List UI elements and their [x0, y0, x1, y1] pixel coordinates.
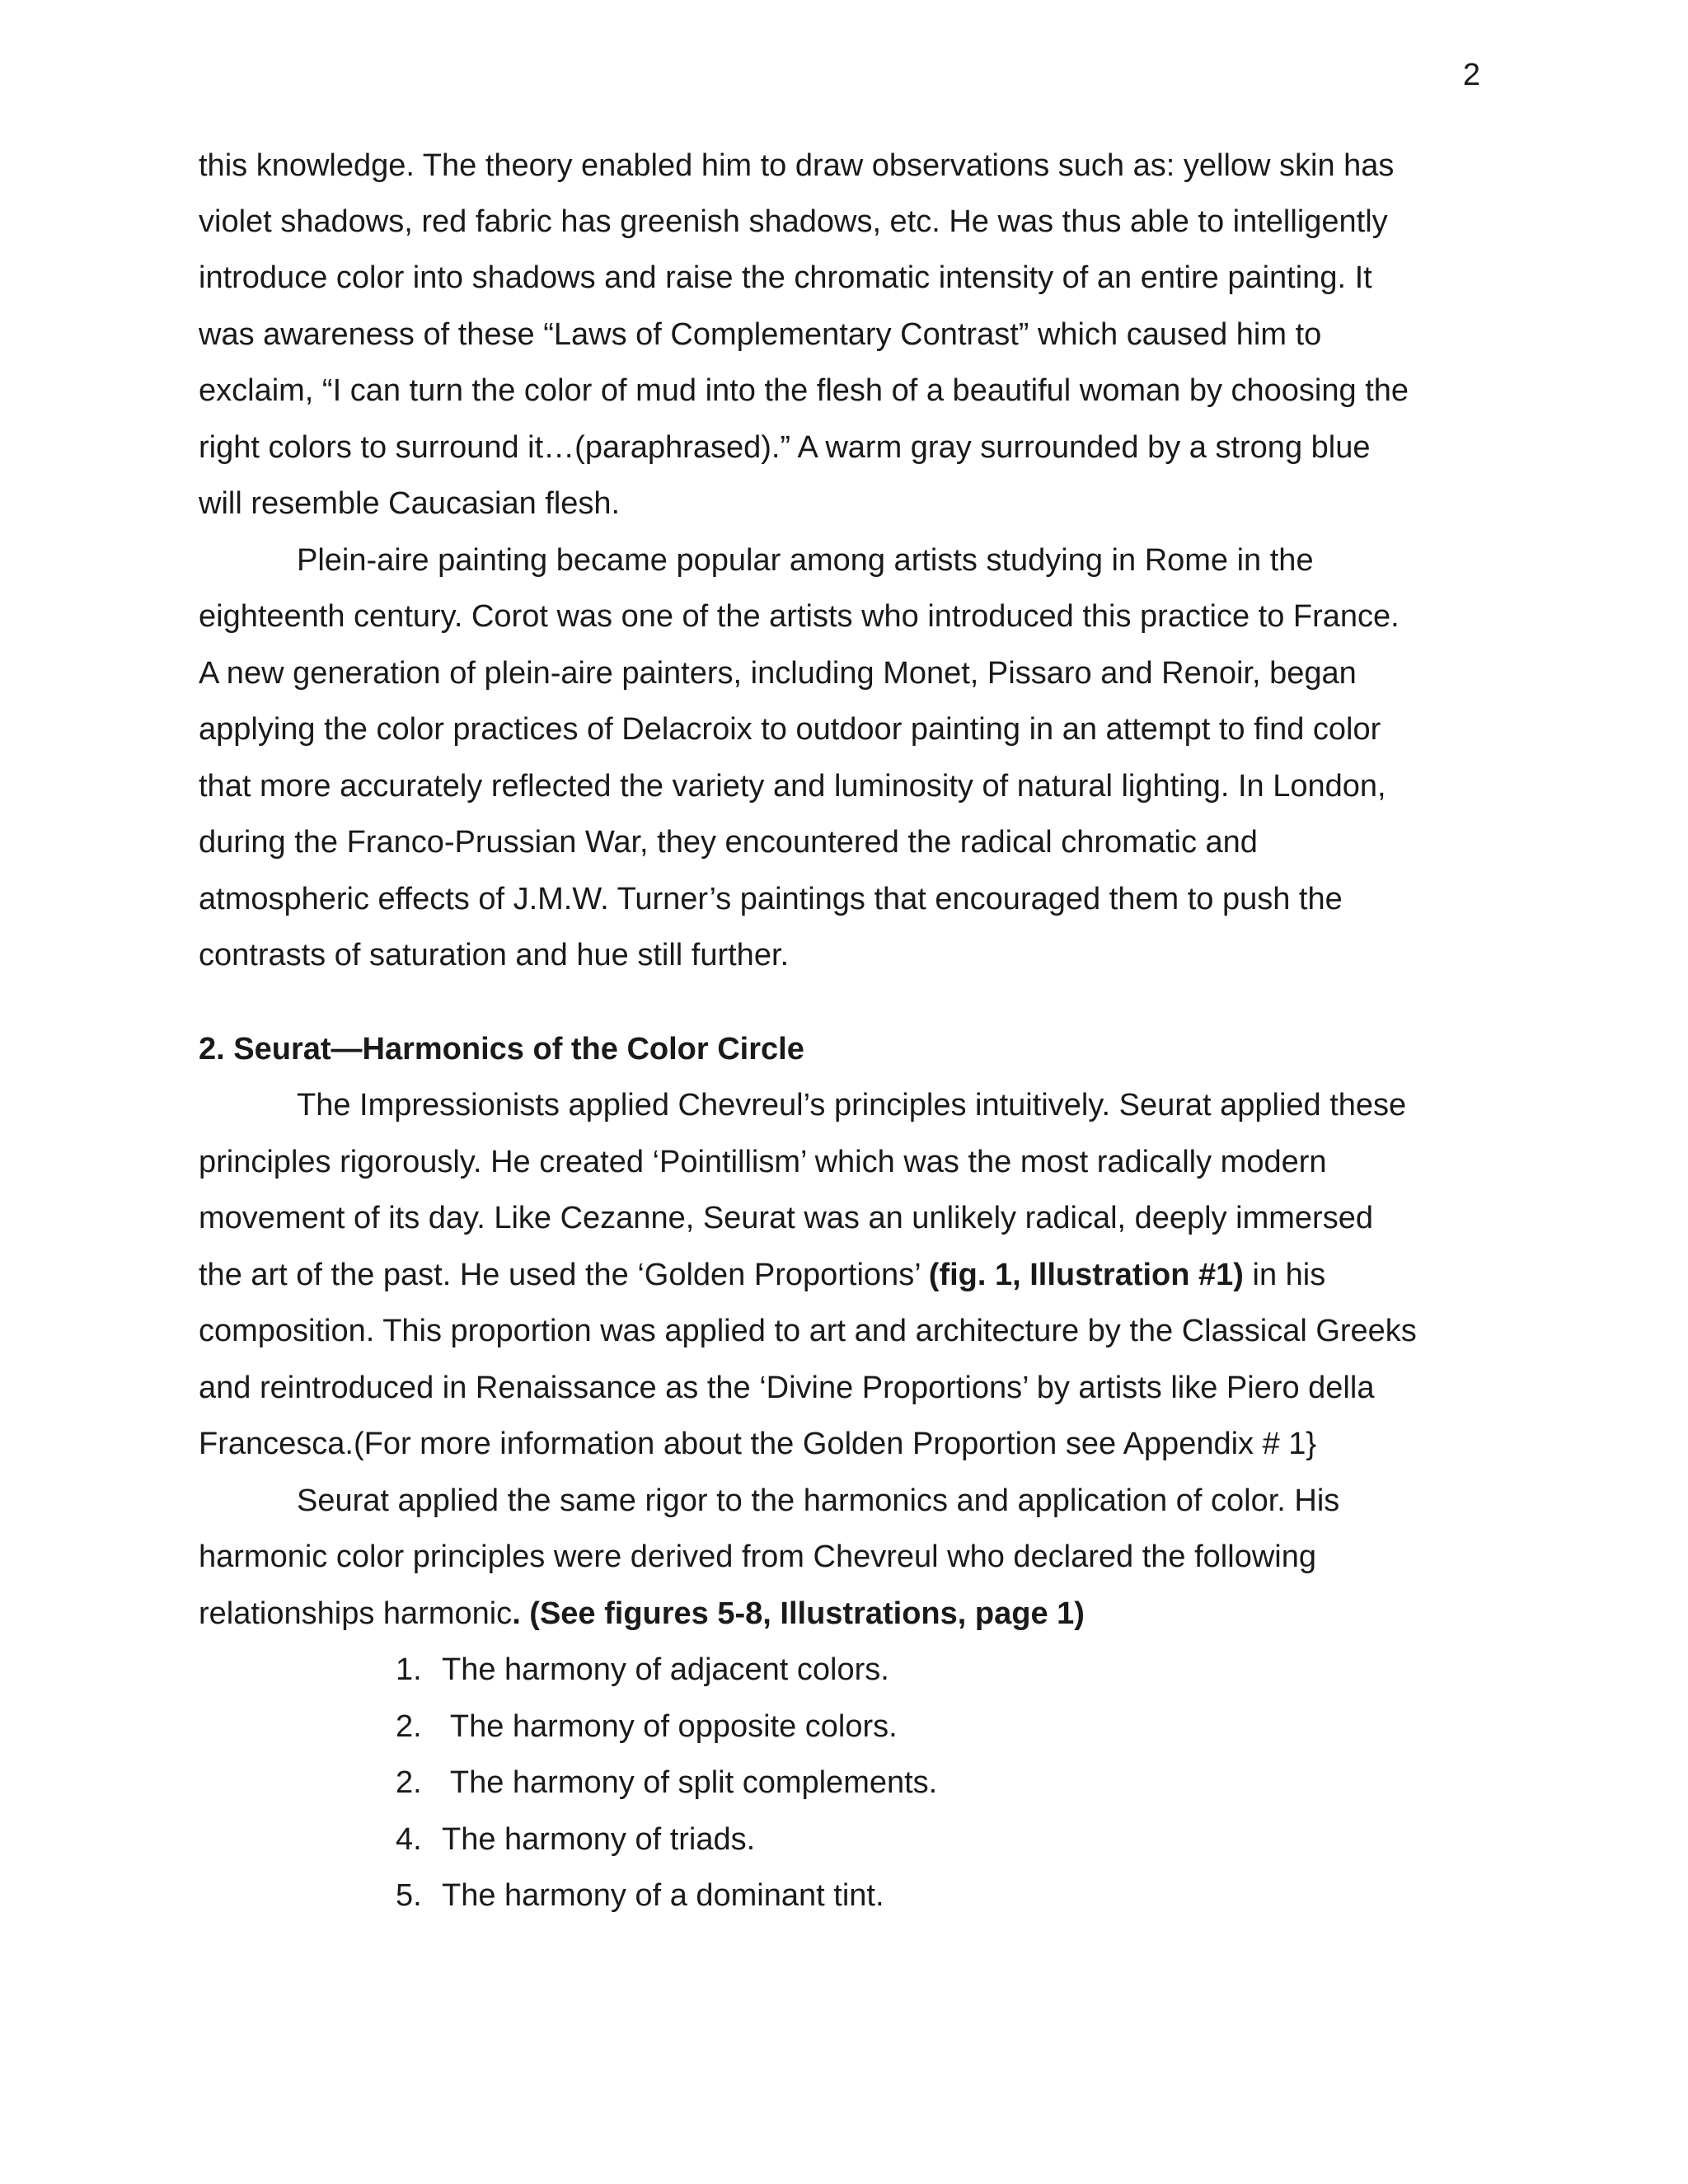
- paragraph-line: Francesca.(For more information about the Golden Proportion see Appendix # 1}: [199, 1427, 1317, 1461]
- paragraph-line: principles rigorously. He created ‘Pointillism’ which was the most radically modern: [199, 1145, 1327, 1179]
- list-number: 2.: [396, 1765, 422, 1800]
- section-heading: 2. Seurat—Harmonics of the Color Circle: [199, 1032, 804, 1066]
- page-number: 2: [1462, 58, 1480, 92]
- paragraph-line: [199, 1256, 1325, 1294]
- list-text: The harmony of split complements.: [442, 1765, 938, 1800]
- paragraph-line: and reintroduced in Renaissance as the ‘Divine Proportions’ by artists like Piero della: [199, 1371, 1375, 1405]
- paragraph-line: A new generation of plein-aire painters, including Monet, Pissaro and Renoir, began: [199, 656, 1357, 691]
- text-run: in his: [1243, 1258, 1326, 1292]
- text-run: the art of the past. He used the ‘Golden Proportions’: [199, 1258, 929, 1292]
- paragraph-line: atmospheric effects of J.M.W. Turner’s paintings that encouraged them to push the: [199, 882, 1343, 916]
- paragraph-line: composition. This proportion was applied to art and architecture by the Classical Greeks: [199, 1314, 1417, 1348]
- paragraph-line: movement of its day. Like Cezanne, Seurat was an unlikely radical, deeply immersed: [199, 1201, 1373, 1235]
- paragraph-line: contrasts of saturation and hue still further.: [199, 938, 790, 972]
- list-text: The harmony of opposite colors.: [442, 1709, 898, 1744]
- paragraph-line: that more accurately reflected the variety and luminosity of natural lighting. In London,: [199, 769, 1386, 804]
- list-text: The harmony of a dominant tint.: [442, 1878, 884, 1913]
- list-item: [396, 1651, 889, 1689]
- paragraph-line: introduce color into shadows and raise the chromatic intensity of an entire painting. It: [199, 260, 1372, 295]
- list-number: 2.: [396, 1709, 422, 1744]
- paragraph-line: exclaim, “I can turn the color of mud into the flesh of a beautiful woman by choosing the: [199, 373, 1409, 408]
- figure-reference: (fig. 1, Illustration #1): [928, 1258, 1244, 1292]
- paragraph-line: violet shadows, red fabric has greenish shadows, etc. He was thus able to intelligently: [199, 204, 1388, 239]
- list-item: [396, 1764, 937, 1802]
- paragraph-line: The Impressionists applied Chevreul’s principles intuitively. Seurat applied these: [297, 1088, 1407, 1122]
- list-text: The harmony of adjacent colors.: [442, 1652, 889, 1687]
- paragraph-line: eighteenth century. Corot was one of the artists who introduced this practice to France.: [199, 599, 1400, 634]
- paragraph-line: Seurat applied the same rigor to the harmonics and application of color. His: [297, 1483, 1340, 1518]
- paragraph-line: right colors to surround it…(paraphrased).” A warm gray surrounded by a strong blue: [199, 430, 1371, 465]
- list-number: 1.: [396, 1652, 422, 1687]
- figure-reference: . (See figures 5-8, Illustrations, page 1): [512, 1596, 1085, 1631]
- paragraph-line: applying the color practices of Delacroix to outdoor painting in an attempt to find color: [199, 712, 1381, 747]
- text-run: relationships harmonic: [199, 1596, 513, 1631]
- list-item: [396, 1708, 898, 1746]
- paragraph-line: Plein-aire painting became popular among artists studying in Rome in the: [297, 543, 1314, 578]
- list-item: [396, 1877, 884, 1915]
- list-number: 5.: [396, 1878, 422, 1913]
- paragraph-line: this knowledge. The theory enabled him to draw observations such as: yellow skin has: [199, 148, 1395, 183]
- list-number: 4.: [396, 1822, 422, 1857]
- paragraph-line: [199, 1595, 1085, 1633]
- list-text: The harmony of triads.: [442, 1822, 756, 1857]
- paragraph-line: harmonic color principles were derived from Chevreul who declared the following: [199, 1540, 1316, 1574]
- paragraph-line: was awareness of these “Laws of Complementary Contrast” which caused him to: [199, 317, 1322, 352]
- paragraph-line: during the Franco-Prussian War, they encountered the radical chromatic and: [199, 825, 1258, 860]
- paragraph-line: will resemble Caucasian flesh.: [199, 486, 621, 521]
- list-item: [396, 1821, 755, 1858]
